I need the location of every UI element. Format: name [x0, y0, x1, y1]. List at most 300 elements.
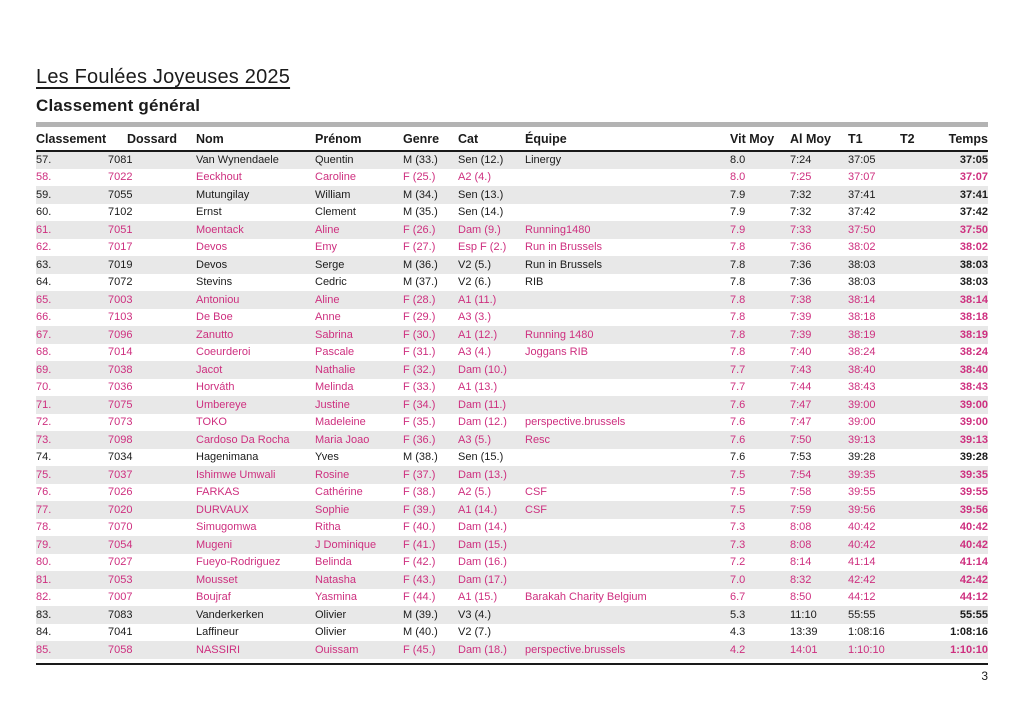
genre-cell: F (40.)	[403, 521, 436, 534]
genre-cell: F (31.)	[403, 346, 436, 359]
result-row	[36, 641, 988, 659]
dossard-cell: 7083	[108, 608, 133, 621]
equipe-cell: RIB	[525, 276, 544, 289]
vit-moy-cell: 7.7	[730, 363, 746, 376]
results-table-body	[36, 151, 988, 659]
nom-cell: FARKAS	[196, 486, 240, 499]
rank-cell: 58.	[36, 171, 52, 184]
cat-cell: V2 (7.)	[458, 626, 492, 639]
prenom-cell: Natasha	[315, 573, 356, 586]
nom-cell: De Boe	[196, 311, 233, 324]
result-row	[36, 274, 988, 292]
cat-cell: Dam (14.)	[458, 521, 507, 534]
nom-cell: Devos	[196, 241, 228, 254]
equipe-cell	[525, 466, 730, 484]
equipe-cell	[525, 554, 730, 572]
nom-cell: Coeurderoi	[196, 346, 251, 359]
result-row	[36, 169, 988, 187]
t2-cell	[900, 536, 938, 554]
cat-cell: Dam (12.)	[458, 416, 507, 429]
column-header-equipe: Équipe	[525, 132, 567, 146]
results-table	[36, 122, 988, 659]
cat-cell: A2 (4.)	[458, 171, 492, 184]
rank-cell: 80.	[36, 556, 52, 569]
t1-cell: 39:13	[848, 433, 876, 446]
t2-cell	[900, 326, 938, 344]
t1-cell: 37:07	[848, 171, 876, 184]
temps-cell: 37:07	[959, 171, 988, 184]
rank-cell: 77.	[36, 503, 52, 516]
cat-cell: Dam (11.)	[458, 398, 507, 411]
al-moy-cell: 7:43	[790, 363, 812, 376]
vit-moy-cell: 7.6	[730, 433, 746, 446]
temps-cell: 44:12	[959, 591, 988, 604]
equipe-cell	[525, 204, 730, 222]
vit-moy-cell: 8.0	[730, 171, 746, 184]
vit-moy-cell: 7.8	[730, 241, 746, 254]
vit-moy-cell: 7.2	[730, 556, 746, 569]
cat-cell: A1 (13.)	[458, 381, 498, 394]
t1-cell: 37:05	[848, 154, 876, 167]
temps-cell: 39:13	[959, 433, 988, 446]
temps-cell: 37:50	[959, 223, 988, 236]
t2-cell	[900, 151, 938, 169]
results-table-header	[36, 125, 988, 152]
genre-cell: F (38.)	[403, 486, 436, 499]
vit-moy-cell: 7.9	[730, 206, 746, 219]
genre-cell: F (33.)	[403, 381, 436, 394]
equipe-cell: Joggans RIB	[525, 346, 588, 359]
cat-cell: V2 (6.)	[458, 276, 492, 289]
rank-cell: 66.	[36, 311, 52, 324]
al-moy-cell: 8:50	[790, 591, 812, 604]
rank-cell: 69.	[36, 363, 52, 376]
nom-cell: Stevins	[196, 276, 233, 289]
vit-moy-cell: 7.8	[730, 328, 746, 341]
t2-cell	[900, 519, 938, 537]
temps-cell: 38:40	[959, 363, 988, 376]
nom-cell: Eeckhout	[196, 171, 242, 184]
nom-cell: Umbereye	[196, 398, 247, 411]
equipe-cell	[525, 169, 730, 187]
vit-moy-cell: 7.8	[730, 311, 746, 324]
cat-cell: Dam (18.)	[458, 643, 507, 656]
nom-cell: Mutungilay	[196, 188, 250, 201]
t2-cell	[900, 361, 938, 379]
vit-moy-cell: 8.0	[730, 154, 746, 167]
equipe-cell: perspective.brussels	[525, 416, 626, 429]
cat-cell: A2 (5.)	[458, 486, 492, 499]
t2-cell	[900, 256, 938, 274]
prenom-cell: Ritha	[315, 521, 341, 534]
dossard-cell: 7027	[108, 556, 133, 569]
al-moy-cell: 7:36	[790, 276, 812, 289]
temps-cell: 38:19	[959, 328, 988, 341]
rank-cell: 57.	[36, 154, 52, 167]
al-moy-cell: 8:08	[790, 538, 812, 551]
nom-cell: Laffineur	[196, 626, 239, 639]
dossard-cell: 7003	[108, 293, 133, 306]
result-row	[36, 449, 988, 467]
dossard-cell: 7017	[108, 241, 133, 254]
nom-cell: Mugeni	[196, 538, 233, 551]
rank-cell: 72.	[36, 416, 52, 429]
al-moy-cell: 7:44	[790, 381, 812, 394]
prenom-cell: Melinda	[315, 381, 354, 394]
t1-cell: 39:35	[848, 468, 876, 481]
temps-cell: 38:18	[959, 311, 988, 324]
prenom-cell: Sabrina	[315, 328, 353, 341]
result-row	[36, 606, 988, 624]
t1-cell: 38:40	[848, 363, 876, 376]
t2-cell	[900, 589, 938, 607]
t1-cell: 42:42	[848, 573, 876, 586]
nom-cell: Cardoso Da Rocha	[196, 433, 290, 446]
prenom-cell: Justine	[315, 398, 350, 411]
prenom-cell: J Dominique	[315, 538, 377, 551]
temps-cell: 40:42	[959, 538, 988, 551]
vit-moy-cell: 7.3	[730, 538, 746, 551]
prenom-cell: Quentin	[315, 154, 354, 167]
event-title: Les Foulées Joyeuses 2025	[36, 66, 291, 88]
al-moy-cell: 7:47	[790, 398, 812, 411]
prenom-cell: Cedric	[315, 276, 347, 289]
dossard-cell: 7007	[108, 591, 133, 604]
column-header-cat: Cat	[458, 132, 479, 146]
rank-cell: 61.	[36, 223, 52, 236]
result-row	[36, 344, 988, 362]
t2-cell	[900, 291, 938, 309]
dossard-cell: 7058	[108, 643, 133, 656]
nom-cell: Boujraf	[196, 591, 231, 604]
cat-cell: A1 (15.)	[458, 591, 498, 604]
t2-cell	[900, 641, 938, 659]
t2-cell	[900, 204, 938, 222]
rank-cell: 74.	[36, 451, 52, 464]
nom-cell: Simugomwa	[196, 521, 257, 534]
page-subtitle: Classement général	[36, 96, 201, 115]
cat-cell: A1 (11.)	[458, 293, 497, 306]
prenom-cell: William	[315, 188, 351, 201]
t1-cell: 1:10:10	[848, 643, 885, 656]
equipe-cell	[525, 519, 730, 537]
equipe-cell	[525, 606, 730, 624]
t2-cell	[900, 379, 938, 397]
t2-cell	[900, 484, 938, 502]
nom-cell: Mousset	[196, 573, 238, 586]
equipe-cell	[525, 291, 730, 309]
t2-cell	[900, 396, 938, 414]
result-row	[36, 554, 988, 572]
genre-cell: F (42.)	[403, 556, 436, 569]
al-moy-cell: 13:39	[790, 626, 818, 639]
rank-cell: 67.	[36, 328, 52, 341]
result-row	[36, 239, 988, 257]
t1-cell: 39:56	[848, 503, 876, 516]
al-moy-cell: 7:39	[790, 311, 812, 324]
rank-cell: 76.	[36, 486, 52, 499]
temps-cell: 37:05	[959, 154, 988, 167]
vit-moy-cell: 7.5	[730, 503, 746, 516]
prenom-cell: Caroline	[315, 171, 356, 184]
dossard-cell: 7038	[108, 363, 133, 376]
temps-cell: 37:41	[959, 188, 988, 201]
temps-cell: 38:02	[959, 241, 988, 254]
vit-moy-cell: 7.6	[730, 416, 746, 429]
dossard-cell: 7041	[108, 626, 133, 639]
prenom-cell: Yves	[315, 451, 339, 464]
vit-moy-cell: 7.9	[730, 223, 746, 236]
t1-cell: 37:50	[848, 223, 876, 236]
rank-cell: 62.	[36, 241, 52, 254]
dossard-cell: 7102	[108, 206, 133, 219]
dossard-cell: 7096	[108, 328, 133, 341]
result-row	[36, 151, 988, 169]
t2-cell	[900, 239, 938, 257]
vit-moy-cell: 7.8	[730, 258, 746, 271]
t1-cell: 39:00	[848, 416, 876, 429]
rank-cell: 71.	[36, 398, 52, 411]
result-row	[36, 589, 988, 607]
genre-cell: F (44.)	[403, 591, 436, 604]
al-moy-cell: 7:36	[790, 258, 812, 271]
dossard-cell: 7098	[108, 433, 133, 446]
rank-cell: 75.	[36, 468, 52, 481]
genre-cell: M (35.)	[403, 206, 438, 219]
t2-cell	[900, 554, 938, 572]
genre-cell: F (37.)	[403, 468, 436, 481]
vit-moy-cell: 5.3	[730, 608, 746, 621]
column-header-nom: Nom	[196, 132, 224, 146]
equipe-cell	[525, 624, 730, 642]
cat-cell: Sen (12.)	[458, 154, 504, 167]
genre-cell: F (32.)	[403, 363, 436, 376]
al-moy-cell: 7:40	[790, 346, 812, 359]
t1-cell: 39:55	[848, 486, 876, 499]
column-header-dossard: Dossard	[127, 132, 178, 146]
nom-cell: Van Wynendaele	[196, 154, 279, 167]
al-moy-cell: 7:53	[790, 451, 812, 464]
al-moy-cell: 7:24	[790, 154, 812, 167]
vit-moy-cell: 7.6	[730, 451, 746, 464]
vit-moy-cell: 6.7	[730, 591, 746, 604]
vit-moy-cell: 7.8	[730, 293, 746, 306]
vit-moy-cell: 4.2	[730, 643, 746, 656]
al-moy-cell: 7:25	[790, 171, 812, 184]
genre-cell: M (37.)	[403, 276, 438, 289]
nom-cell: Vanderkerken	[196, 608, 264, 621]
prenom-cell: Sophie	[315, 503, 350, 516]
column-header-t2: T2	[900, 132, 915, 146]
t1-cell: 38:43	[848, 381, 876, 394]
temps-cell: 39:00	[959, 398, 988, 411]
result-row	[36, 379, 988, 397]
t1-cell: 55:55	[848, 608, 876, 621]
genre-cell: F (41.)	[403, 538, 436, 551]
t2-cell	[900, 344, 938, 362]
temps-cell: 39:28	[959, 451, 988, 464]
prenom-cell: Cathérine	[315, 486, 363, 499]
cat-cell: A3 (4.)	[458, 346, 492, 359]
genre-cell: F (28.)	[403, 293, 436, 306]
vit-moy-cell: 7.5	[730, 486, 746, 499]
nom-cell: Antoniou	[196, 293, 240, 306]
t1-cell: 44:12	[848, 591, 876, 604]
equipe-cell	[525, 361, 730, 379]
nom-cell: TOKO	[196, 416, 227, 429]
al-moy-cell: 7:38	[790, 293, 812, 306]
rank-cell: 68.	[36, 346, 52, 359]
t1-cell: 39:00	[848, 398, 876, 411]
prenom-cell: Clement	[315, 206, 356, 219]
rank-cell: 85.	[36, 643, 52, 656]
temps-cell: 37:42	[959, 206, 988, 219]
rank-cell: 81.	[36, 573, 52, 586]
result-row	[36, 361, 988, 379]
result-row	[36, 484, 988, 502]
al-moy-cell: 8:08	[790, 521, 812, 534]
al-moy-cell: 7:59	[790, 503, 812, 516]
prenom-cell: Olivier	[315, 626, 347, 639]
equipe-cell	[525, 186, 730, 204]
result-row	[36, 431, 988, 449]
t1-cell: 39:28	[848, 451, 876, 464]
column-header-classement: Classement	[36, 132, 107, 146]
al-moy-cell: 7:58	[790, 486, 812, 499]
result-row	[36, 291, 988, 309]
t1-cell: 40:42	[848, 538, 876, 551]
dossard-cell: 7037	[108, 468, 133, 481]
result-row	[36, 571, 988, 589]
rank-cell: 84.	[36, 626, 52, 639]
nom-cell: Fueyo-Rodriguez	[196, 556, 281, 569]
t2-cell	[900, 186, 938, 204]
dossard-cell: 7026	[108, 486, 133, 499]
dossard-cell: 7022	[108, 171, 133, 184]
genre-cell: F (39.)	[403, 503, 436, 516]
nom-cell: Ishimwe Umwali	[196, 468, 276, 481]
t1-cell: 37:41	[848, 188, 876, 201]
equipe-cell	[525, 449, 730, 467]
t2-cell	[900, 414, 938, 432]
rank-cell: 65.	[36, 293, 52, 306]
vit-moy-cell: 7.5	[730, 468, 746, 481]
result-row	[36, 396, 988, 414]
equipe-cell: CSF	[525, 486, 547, 499]
genre-cell: F (29.)	[403, 311, 436, 324]
cat-cell: A1 (14.)	[458, 503, 498, 516]
t1-cell: 1:08:16	[848, 626, 885, 639]
prenom-cell: Pascale	[315, 346, 355, 359]
nom-cell: Horváth	[196, 381, 235, 394]
prenom-cell: Rosine	[315, 468, 350, 481]
rank-cell: 70.	[36, 381, 52, 394]
genre-cell: F (36.)	[403, 433, 436, 446]
temps-cell: 40:42	[959, 521, 988, 534]
t2-cell	[900, 466, 938, 484]
al-moy-cell: 8:32	[790, 573, 812, 586]
temps-cell: 39:55	[959, 486, 988, 499]
t2-cell	[900, 606, 938, 624]
t1-cell: 38:03	[848, 258, 876, 271]
t2-cell	[900, 274, 938, 292]
vit-moy-cell: 7.7	[730, 381, 746, 394]
dossard-cell: 7072	[108, 276, 133, 289]
prenom-cell: Emy	[315, 241, 337, 254]
t2-cell	[900, 624, 938, 642]
equipe-cell	[525, 379, 730, 397]
vit-moy-cell: 7.0	[730, 573, 746, 586]
al-moy-cell: 7:50	[790, 433, 812, 446]
prenom-cell: Nathalie	[315, 363, 356, 376]
column-header-vit-moy: Vit Moy	[730, 132, 775, 146]
nom-cell: Zanutto	[196, 328, 234, 341]
genre-cell: F (45.)	[403, 643, 436, 656]
prenom-cell: Olivier	[315, 608, 347, 621]
dossard-cell: 7036	[108, 381, 133, 394]
nom-cell: Devos	[196, 258, 228, 271]
result-row	[36, 204, 988, 222]
cat-cell: V2 (5.)	[458, 258, 492, 271]
t1-cell: 38:19	[848, 328, 876, 341]
cat-cell: Dam (10.)	[458, 363, 507, 376]
vit-moy-cell: 4.3	[730, 626, 746, 639]
result-row	[36, 501, 988, 519]
dossard-cell: 7103	[108, 311, 133, 324]
genre-cell: M (39.)	[403, 608, 438, 621]
temps-cell: 42:42	[959, 573, 988, 586]
vit-moy-cell: 7.8	[730, 276, 746, 289]
cat-cell: A3 (3.)	[458, 311, 492, 324]
t2-cell	[900, 309, 938, 327]
equipe-cell: Run in Brussels	[525, 241, 603, 254]
prenom-cell: Yasmina	[315, 591, 357, 604]
nom-cell: Hagenimana	[196, 451, 259, 464]
equipe-cell: Linergy	[525, 154, 562, 167]
t1-cell: 38:18	[848, 311, 876, 324]
rank-cell: 79.	[36, 538, 52, 551]
prenom-cell: Belinda	[315, 556, 352, 569]
nom-cell: Ernst	[196, 206, 222, 219]
equipe-cell: Resc	[525, 433, 551, 446]
equipe-cell	[525, 396, 730, 414]
genre-cell: F (35.)	[403, 416, 436, 429]
dossard-cell: 7054	[108, 538, 133, 551]
temps-cell: 38:03	[959, 258, 988, 271]
cat-cell: Dam (17.)	[458, 573, 507, 586]
t1-cell: 38:14	[848, 293, 876, 306]
t2-cell	[900, 571, 938, 589]
temps-cell: 55:55	[959, 608, 988, 621]
cat-cell: Esp F (2.)	[458, 241, 507, 254]
genre-cell: M (40.)	[403, 626, 438, 639]
t1-cell: 38:02	[848, 241, 876, 254]
cat-cell: Sen (14.)	[458, 206, 504, 219]
rank-cell: 63.	[36, 258, 52, 271]
dossard-cell: 7014	[108, 346, 133, 359]
nom-cell: Jacot	[196, 363, 223, 376]
genre-cell: M (36.)	[403, 258, 438, 271]
genre-cell: M (34.)	[403, 188, 438, 201]
t2-cell	[900, 449, 938, 467]
genre-cell: F (25.)	[403, 171, 436, 184]
prenom-cell: Aline	[315, 293, 340, 306]
result-row	[36, 221, 988, 239]
equipe-cell: perspective.brussels	[525, 643, 626, 656]
temps-cell: 39:35	[959, 468, 988, 481]
prenom-cell: Ouissam	[315, 643, 359, 656]
column-header-genre: Genre	[403, 132, 440, 146]
